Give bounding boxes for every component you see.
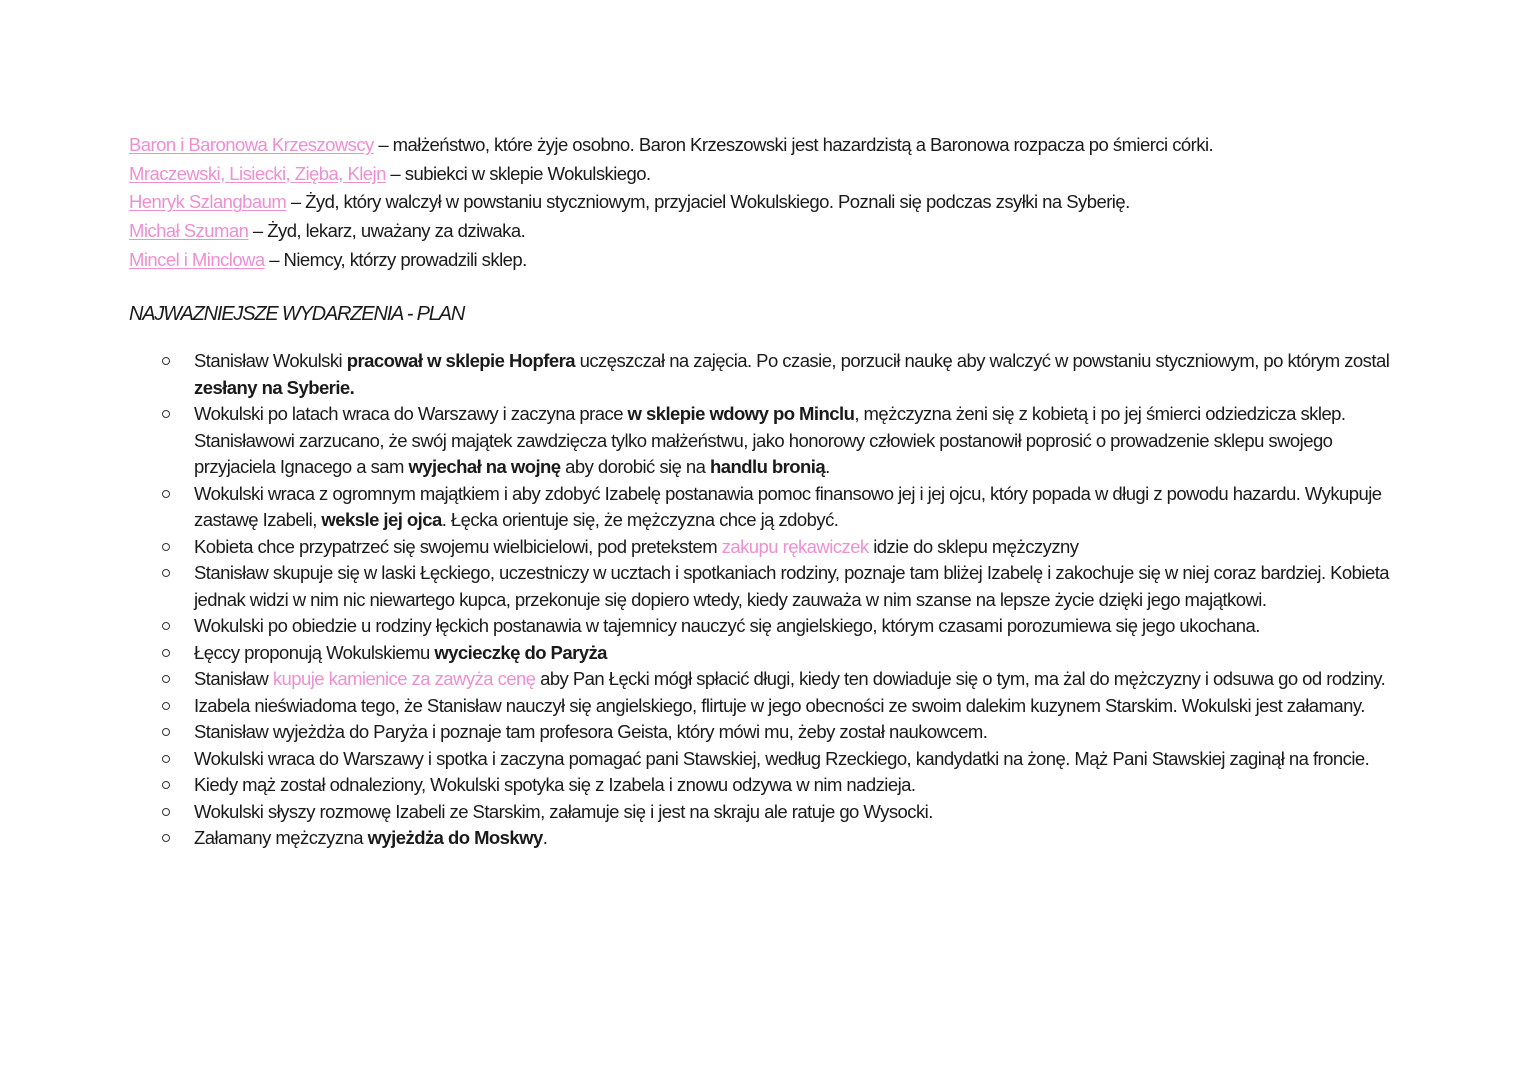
- character-entry: [129, 246, 1399, 275]
- events-list: [129, 348, 1399, 852]
- character-description: – Żyd, lekarz, uważany za dziwaka.: [248, 220, 526, 242]
- event-item: [129, 348, 1399, 401]
- event-item: [129, 613, 1399, 640]
- character-description: – małżeństwo, które żyje osobno. Baron Krzeszowski jest hazardzistą a Baronowa rozpacza po śmierci córki.: [373, 134, 1214, 155]
- event-item: [129, 719, 1399, 746]
- bullet-circle-icon: [162, 834, 170, 842]
- event-text: Stanisław skupuje się w laski Łęckiego, uczestniczy w ucztach i spotkaniach rodziny, poznaje tam bliżej Izabelę i zakochuje się w niej coraz bardziej. Kobieta jednak widzi w nim nic niewartego kupca, przekonuje się dopiero wtedy, kiedy zauważa w nim szanse na lepsze życie dzięki jego majątkowi.: [194, 562, 1390, 610]
- character-link[interactable]: Baron i Baronowa Krzeszowscy: [129, 134, 374, 155]
- event-text: idzie do sklepu mężczyzny: [868, 535, 1079, 557]
- character-link[interactable]: Henryk Szlangbaum: [129, 191, 287, 213]
- character-description: – Żyd, który walczył w powstaniu styczniowym, przyjaciel Wokulskiego. Poznali się podczas zsyłki na Syberię.: [286, 191, 1130, 213]
- event-highlight: zesłany na Syberie.: [194, 376, 355, 398]
- event-text: uczęszczał na zajęcia. Po czasie, porzucił naukę aby walczyć w powstaniu styczniowym, po którym zostal: [575, 350, 1390, 371]
- event-text: Wokulski wraca do Warszawy i spotka i zaczyna pomagać pani Stawskiej, według Rzeckiego, kandydatki na żonę. Mąż Pani Stawskiej zaginął na froncie.: [194, 747, 1370, 769]
- event-item: [129, 746, 1399, 773]
- event-highlight: w sklepie wdowy po Minclu: [627, 403, 855, 424]
- event-text: Załamany mężczyzna: [194, 827, 368, 848]
- event-text: Stanisław wyjeżdża do Paryża i poznaje tam profesora Geista, który mówi mu, żeby został naukowcem.: [194, 721, 988, 742]
- event-highlight: pracował w sklepie Hopfera: [346, 350, 576, 371]
- bullet-circle-icon: [162, 357, 170, 365]
- event-text: Wokulski słyszy rozmowę Izabeli ze Starskim, załamuje się i jest na skraju ale ratuje go Wysocki.: [194, 800, 933, 822]
- bullet-circle-icon: [162, 675, 170, 683]
- event-text: Izabela nieświadoma tego, że Stanisław nauczył się angielskiego, flirtuje w jego obecności ze swoim dalekim kuzynem Starskim. Wokulski jest załamany.: [194, 694, 1365, 716]
- event-text: Wokulski po obiedzie u rodziny łęckich postanawia w tajemnicy nauczyć się angielskiego, którym czasami porozumiewa się jego ukochana.: [194, 615, 1260, 636]
- event-item: [129, 640, 1399, 667]
- character-link[interactable]: Mincel i Minclowa: [129, 248, 265, 270]
- character-description: – subiekci w sklepie Wokulskiego.: [385, 162, 651, 184]
- event-text: Wokulski wraca z ogromnym majątkiem i aby zdobyć Izabelę postanawia pomoc finansowo jej i jej ojcu, który popada w długi z powodu hazardu. Wykupuje zastawę Izabeli,: [194, 482, 1382, 530]
- bullet-circle-icon: [162, 622, 170, 630]
- bullet-circle-icon: [162, 569, 170, 577]
- event-item: [129, 560, 1399, 613]
- section-title: NAJWAZNIEJSZE WYDARZENIA - PLAN: [129, 303, 465, 325]
- event-text: aby Pan Łęcki mógł spłacić długi, kiedy ten dowiaduje się o tym, ma żal do mężczyzny i odsuwa go od rodziny.: [535, 668, 1386, 689]
- event-item: [129, 481, 1399, 534]
- event-text: Stanisław: [194, 668, 273, 689]
- event-item: [129, 666, 1399, 693]
- event-item: [129, 401, 1399, 481]
- bullet-circle-icon: [162, 543, 170, 551]
- bullet-circle-icon: [162, 649, 170, 657]
- character-description: – Niemcy, którzy prowadzili sklep.: [264, 248, 527, 270]
- event-text: Kobieta chce przypatrzeć się swojemu wielbicielowi, pod pretekstem: [194, 535, 722, 557]
- event-highlight: wycieczkę do Paryża: [434, 641, 607, 663]
- event-item: [129, 693, 1399, 720]
- event-text: Stanisław Wokulski: [194, 350, 347, 371]
- document-page: [129, 131, 1399, 848]
- event-highlight: wyjeżdża do Moskwy: [367, 827, 543, 848]
- character-link[interactable]: Mraczewski, Lisiecki, Zięba, Klejn: [129, 162, 386, 184]
- character-entry: [129, 188, 1399, 217]
- character-entry: [129, 131, 1399, 160]
- bullet-circle-icon: [162, 728, 170, 736]
- character-entry: [129, 160, 1399, 189]
- event-text: .: [825, 456, 830, 477]
- bullet-circle-icon: [162, 781, 170, 789]
- character-link[interactable]: Michał Szuman: [129, 220, 249, 242]
- event-highlight: handlu bronią: [709, 456, 826, 477]
- character-entry: [129, 217, 1399, 246]
- event-item: [129, 772, 1399, 799]
- event-text: .: [542, 827, 548, 848]
- event-item: [129, 825, 1399, 852]
- event-item: [129, 534, 1399, 561]
- event-pink-highlight: kupuje kamienice za zawyża cenę: [272, 668, 536, 689]
- bullet-circle-icon: [162, 490, 170, 498]
- event-highlight: wyjechał na wojnę: [408, 456, 561, 477]
- event-text: . Łęcka orientuje się, że mężczyzna chce ją zdobyć.: [441, 509, 839, 530]
- event-text: aby dorobić się na: [560, 456, 710, 477]
- bullet-circle-icon: [162, 702, 170, 710]
- event-text: Kiedy mąż został odnaleziony, Wokulski spotyka się z Izabela i znowu odzywa w nim nadzieja.: [194, 774, 916, 795]
- bullet-circle-icon: [162, 755, 170, 763]
- event-text: Wokulski po latach wraca do Warszawy i zaczyna prace: [194, 403, 628, 424]
- event-item: [129, 799, 1399, 826]
- bullet-circle-icon: [162, 410, 170, 418]
- event-text: , mężczyzna żeni się z kobietą i po jej śmierci odziedzicza sklep. Stanisławowi zarzucano, że swój majątek zawdzięcza tylko małżeństwu, jako honorowy człowiek postanowił poprosić o prowadzenie sklepu swojego przyjaciela Ignacego a sam: [194, 403, 1346, 477]
- bullet-circle-icon: [162, 808, 170, 816]
- event-pink-highlight: zakupu rękawiczek: [721, 535, 869, 557]
- character-list: [129, 131, 1399, 275]
- event-highlight: weksle jej ojca: [321, 509, 442, 530]
- event-text: Łęccy proponują Wokulskiemu: [194, 641, 435, 663]
